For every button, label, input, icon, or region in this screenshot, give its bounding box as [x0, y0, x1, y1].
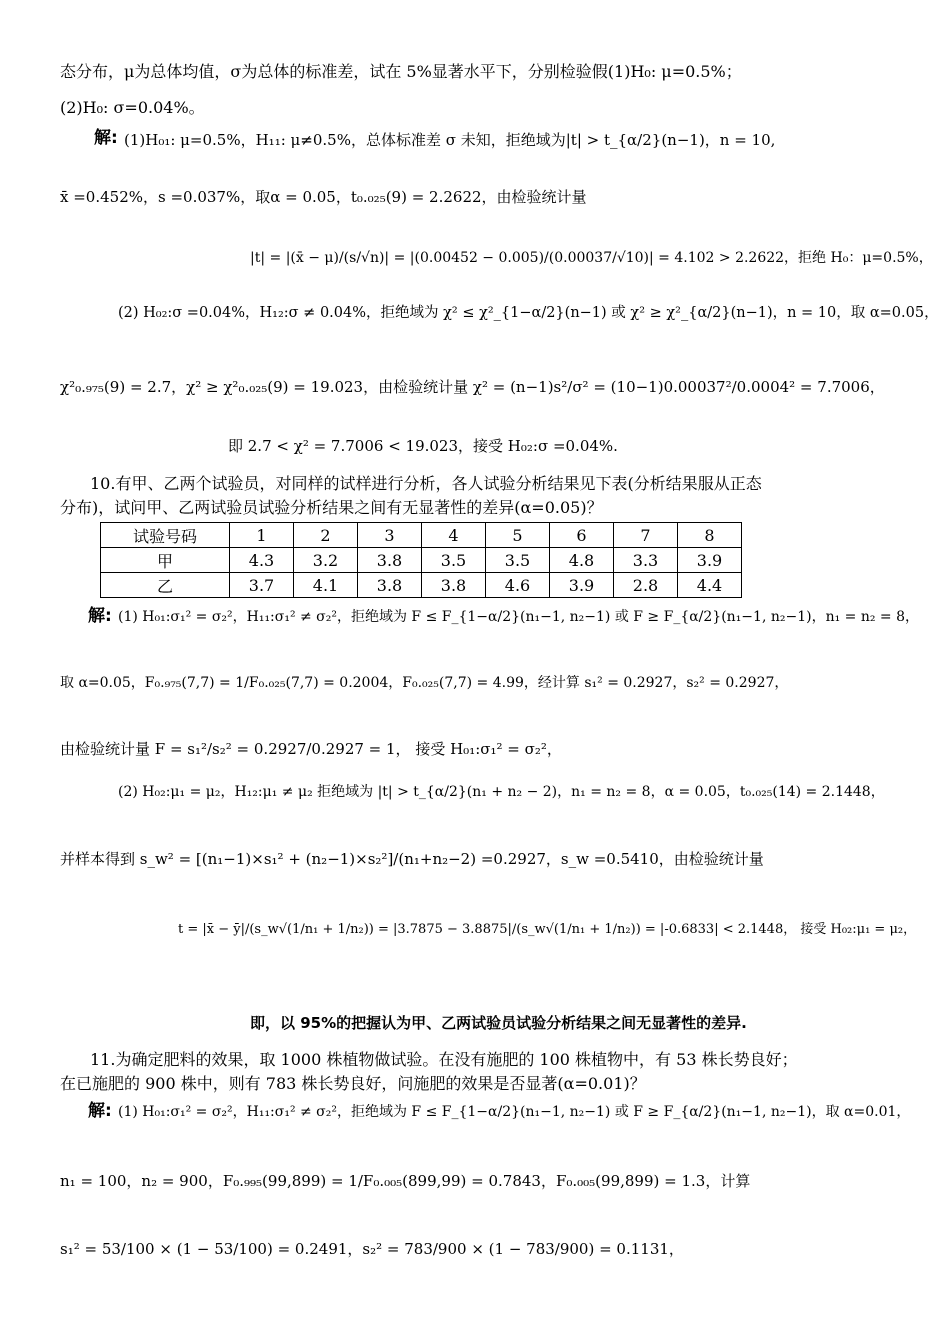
table-cell: 6	[550, 523, 614, 548]
table-cell: 3.8	[422, 573, 486, 598]
solution-label: 解:	[88, 606, 112, 626]
table-cell: 试验号码	[101, 523, 230, 548]
question-line: 分布)，试问甲、乙两试验员试验分析结果之间有无显著性的差异(α=0.05)？	[60, 498, 603, 517]
table-cell: 3.3	[614, 548, 678, 573]
table-cell: 3.9	[678, 548, 742, 573]
table-cell: 3.8	[358, 573, 422, 598]
question-line: 11.为确定肥料的效果，取 1000 株植物做试验。在没有施肥的 100 株植物中，有 53 株长势良好；	[90, 1050, 798, 1069]
text-line: 由检验统计量 F = s₁²/s₂² = 0.2927/0.2927 = 1， 接受 H₀₁:σ₁² = σ₂²，	[60, 740, 562, 758]
formula-line: |t| = |(x̄ − μ)/(s/√n)| = |(0.00452 − 0.005)/(0.00037/√10)| = 4.102 > 2.2622，拒绝 H₀：μ=0.5%，	[250, 250, 933, 266]
table-cell: 4.3	[230, 548, 294, 573]
text-line: 即 2.7 < χ² = 7.7006 < 19.023，接受 H₀₂:σ =0.04%.	[228, 437, 618, 455]
table-cell: 3.5	[486, 548, 550, 573]
table-cell: 7	[614, 523, 678, 548]
table-cell: 4.8	[550, 548, 614, 573]
table-row	[101, 548, 742, 573]
table-cell: 3.2	[294, 548, 358, 573]
question-line: 10.有甲、乙两个试验员，对同样的试样进行分析，各人试验分析结果见下表(分析结果服从正态	[90, 474, 762, 493]
text-line: (1) H₀₁:σ₁² = σ₂²，H₁₁:σ₁² ≠ σ₂²，拒绝域为 F ≤ F_{1−α/2}(n₁−1, n₂−1) 或 F ≥ F_{α/2}(n₁−1, n₂−1)，取 α=0.01，	[118, 1104, 911, 1120]
text-line: (2) H₀₂:μ₁ = μ₂，H₁₂:μ₁ ≠ μ₂ 拒绝域为 |t| > t_{α/2}(n₁ + n₂ − 2)，n₁ = n₂ = 8，α = 0.05，t₀.₀₂₅(14) = 2.1448，	[118, 784, 885, 800]
results-table	[100, 522, 742, 598]
question-line: 在已施肥的 900 株中，则有 783 株长势良好，问施肥的效果是否显著(α=0.01)？	[60, 1074, 646, 1093]
table-cell: 2.8	[614, 573, 678, 598]
table-cell: 4.4	[678, 573, 742, 598]
text-line: x̄ =0.452%，s =0.037%，取α = 0.05，t₀.₀₂₅(9) = 2.2622，由检验统计量	[60, 188, 587, 206]
table-cell: 3.7	[230, 573, 294, 598]
table-cell: 乙	[101, 573, 230, 598]
table-header-row	[101, 523, 742, 548]
formula-line: s₁² = 53/100 × (1 − 53/100) = 0.2491，s₂² = 783/900 × (1 − 783/900) = 0.1131，	[60, 1240, 684, 1258]
table-cell: 4.6	[486, 573, 550, 598]
conclusion-line: 即，以 95%的把握认为甲、乙两试验员试验分析结果之间无显著性的差异.	[250, 1014, 747, 1032]
formula-line: t = |x̄ − ȳ|/(s_w√(1/n₁ + 1/n₂)) = |3.7875 − 3.8875|/(s_w√(1/n₁ + 1/n₂)) = |-0.6833| < 2.1448， 接受 H₀₂:μ₁ = μ₂，	[178, 922, 917, 937]
text-line: 并样本得到 s_w² = [(n₁−1)×s₁² + (n₂−1)×s₂²]/(n₁+n₂−2) =0.2927，s_w =0.5410，由检验统计量	[60, 850, 764, 868]
solution-label: 解:	[88, 1101, 112, 1121]
table-cell: 2	[294, 523, 358, 548]
formula-line: 取 α=0.05，F₀.₉₇₅(7,7) = 1/F₀.₀₂₅(7,7) = 0.2004，F₀.₀₂₅(7,7) = 4.99，经计算 s₁² = 0.2927，s₂² = 0.2927，	[60, 675, 789, 691]
table-cell: 3.8	[358, 548, 422, 573]
table-cell: 4.1	[294, 573, 358, 598]
table-row	[101, 573, 742, 598]
formula-line: n₁ = 100，n₂ = 900，F₀.₉₉₅(99,899) = 1/F₀.₀₀₅(899,99) = 0.7843，F₀.₀₀₅(99,899) = 1.3，计算	[60, 1172, 751, 1190]
table-cell: 4	[422, 523, 486, 548]
text-line: (2)H₀: σ=0.04%。	[60, 98, 205, 117]
table-cell: 1	[230, 523, 294, 548]
table-cell: 5	[486, 523, 550, 548]
solution-label: 解:	[94, 128, 118, 148]
formula-line: χ²₀.₉₇₅(9) = 2.7，χ² ≥ χ²₀.₀₂₅(9) = 19.023，由检验统计量 χ² = (n−1)s²/σ² = (10−1)0.00037²/0.0004² = 7.7006，	[60, 378, 885, 396]
table-cell: 8	[678, 523, 742, 548]
text-line: (2) H₀₂:σ =0.04%，H₁₂:σ ≠ 0.04%，拒绝域为 χ² ≤ χ²_{1−α/2}(n−1) 或 χ² ≥ χ²_{α/2}(n−1)，n = 10，取 α=0.05，	[118, 305, 939, 321]
table-cell: 3	[358, 523, 422, 548]
text-line: (1) H₀₁:σ₁² = σ₂²，H₁₁:σ₁² ≠ σ₂²，拒绝域为 F ≤ F_{1−α/2}(n₁−1, n₂−1) 或 F ≥ F_{α/2}(n₁−1, n₂−1)，n₁ = n₂ = 8，	[118, 609, 920, 625]
table-cell: 甲	[101, 548, 230, 573]
text-line: (1)H₀₁: μ=0.5%，H₁₁: μ≠0.5%，总体标准差 σ 未知，拒绝域为|t| > t_{α/2}(n−1)，n = 10,	[124, 131, 776, 149]
table-cell: 3.9	[550, 573, 614, 598]
text-line: 态分布，μ为总体均值，σ为总体的标准差，试在 5%显著水平下，分别检验假(1)H₀: μ=0.5%；	[60, 62, 742, 81]
table-cell: 3.5	[422, 548, 486, 573]
